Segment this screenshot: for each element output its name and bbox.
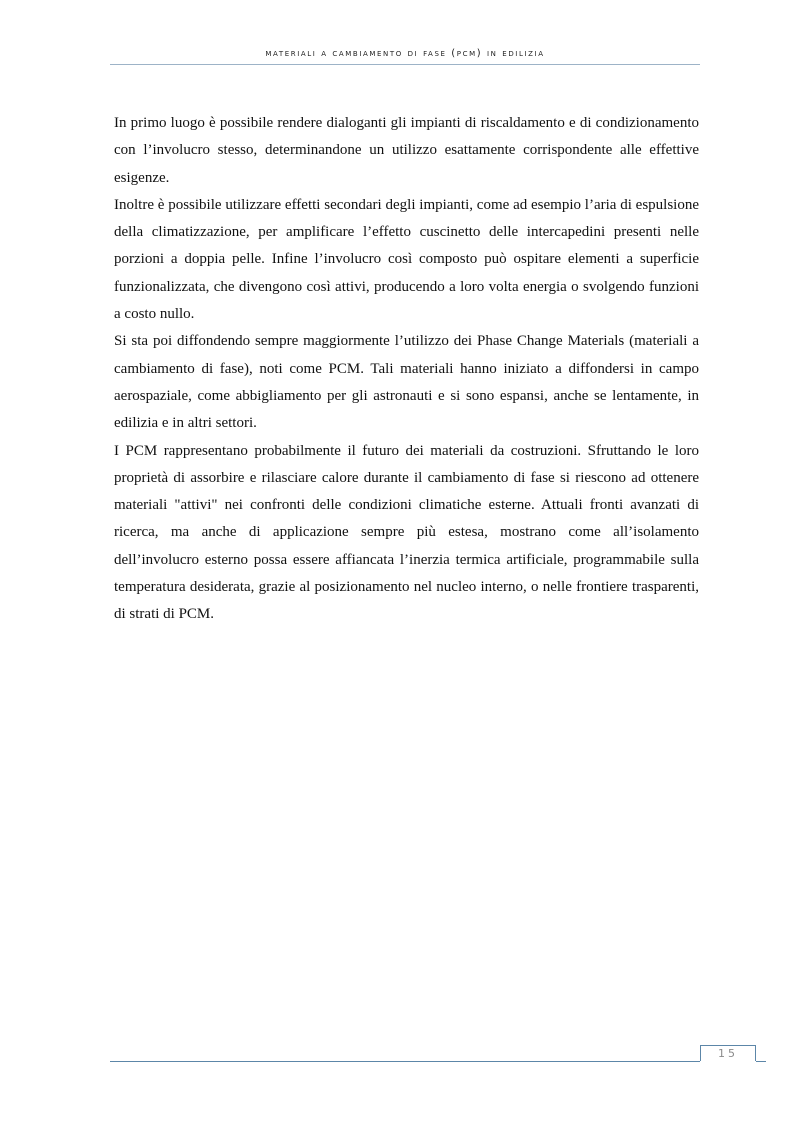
- header-rule: [110, 64, 700, 65]
- page-number: 15: [700, 1045, 756, 1061]
- footer-rule: [110, 1061, 700, 1062]
- body-text: [114, 110, 699, 629]
- paragraph: In primo luogo è possibile rendere dialoganti gli impianti di riscaldamento e di condizionamento con l’involucro stesso, determinandone un utilizzo esattamente corrispondente alle effettive esigenze.: [114, 115, 699, 186]
- paragraph: Si sta poi diffondendo sempre maggiormente l’utilizzo dei Phase Change Materials (materiali a cambiamento di fase), noti come PCM. Tali materiali hanno iniziato a diffondersi in campo aerospaziale, come abbigliamento per gli astronauti e si sono espansi, anche se lentamente, in edilizia e in altri settori.: [114, 333, 699, 432]
- paragraph: I PCM rappresentano probabilmente il futuro dei materiali da costruzioni. Sfruttando le loro proprietà di assorbire e rilasciare calore durante il cambiamento di fase si riescono ad ottenere materiali "attivi" nei confronti delle condizioni climatiche esterne. Attuali fronti avanzati di ricerca, ma anche di applicazione sempre più estesa, mostrano come all’isolamento dell’involucro esterno possa essere affiancata l’inerzia termica artificiale, programmabile sulla temperatura desiderata, grazie al posizionamento nel nucleo interno, o nelle frontiere trasparenti, di strati di PCM.: [114, 442, 699, 623]
- footer-rule-tail: [756, 1061, 766, 1062]
- paragraph: Inoltre è possibile utilizzare effetti secondari degli impianti, come ad esempio l’aria di espulsione della climatizzazione, per amplificare l’effetto cuscinetto delle intercapedini presenti nelle porzioni a doppia pelle. Infine l’involucro così composto può ospitare elementi a superficie funzionalizzata, che divengono così attivi, producendo a loro volta energia o svolgendo funzioni a costo nullo.: [114, 196, 699, 323]
- running-header: materiali a cambiamento di fase (pcm) in edilizia: [265, 48, 545, 59]
